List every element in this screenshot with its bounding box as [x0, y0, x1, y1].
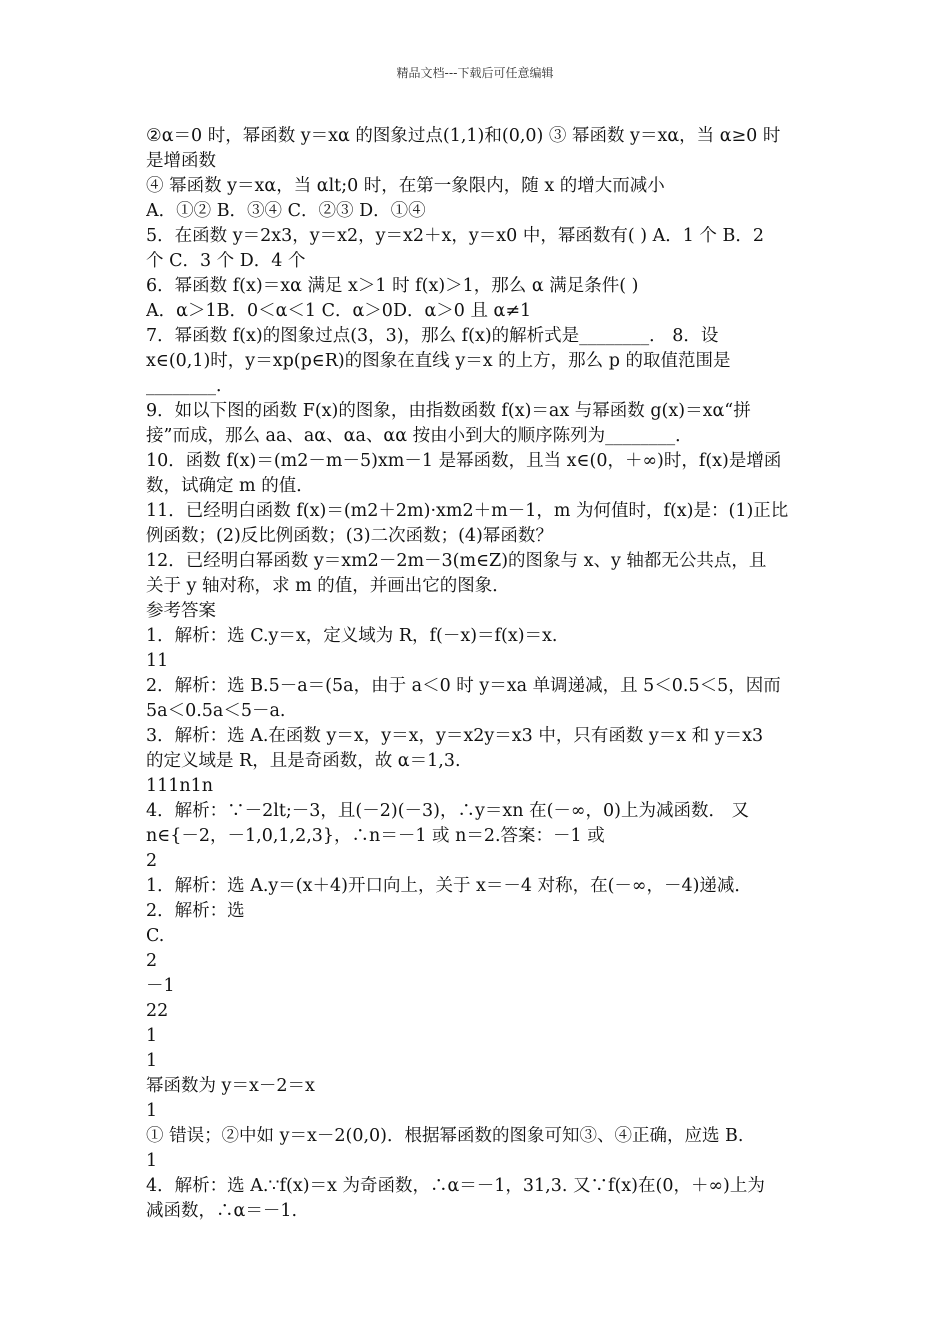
text-line: 111n1n [146, 776, 214, 796]
text-line: 1 [146, 1051, 158, 1071]
text-line: 22 [146, 1001, 169, 1021]
text-line: 关于 y 轴对称，求 m 的值，并画出它的图象． [146, 576, 510, 596]
text-line: 3．解析：选 A.在函数 y＝x，y＝x，y＝x2y＝x3 中，只有函数 y＝x 和 y＝x3 [146, 726, 764, 746]
text-line: 6．幂函数 f(x)＝xα 满足 x＞1 时 f(x)＞1，那么 α 满足条件( ) [146, 276, 639, 296]
text-line: －1 [146, 976, 175, 996]
text-line: 2 [146, 951, 158, 971]
text-line: 的定义域是 R，且是奇函数，故 α＝1,3. [146, 751, 461, 771]
text-line: 9．如以下图的函数 F(x)的图象，由指数函数 f(x)＝ax 与幂函数 g(x)＝xα“拼 [146, 401, 751, 421]
text-line: 10．函数 f(x)＝(m2－m－5)xm－1 是幂函数，且当 x∈(0，＋∞)时，f(x)是增函 [146, 451, 782, 471]
text-line: 1 [146, 1026, 158, 1046]
text-line: 1．解析：选 A.y＝(x＋4)开口向上，关于 x＝－4 对称，在(－∞，－4)递减． [146, 876, 752, 896]
text-line: 1 [146, 1151, 158, 1171]
text-line: 2．解析：选 B.5－a＝(5a，由于 a＜0 时 y＝xa 单调递减，且 5＜0.5＜5，因而 [146, 676, 781, 696]
text-line: 4．解析：选 A.∵f(x)＝x 为奇函数，∴α＝－1，31,3. 又∵f(x)在(0，＋∞)上为 [146, 1176, 765, 1196]
text-line: ②α＝0 时，幂函数 y＝xα 的图象过点(1,1)和(0,0) ③ 幂函数 y＝xα，当 α≥0 时 [146, 126, 781, 146]
text-line: 5．在函数 y＝2x3，y＝x2，y＝x2＋x，y＝x0 中，幂函数有( ) A．1 个 B．2 [146, 226, 764, 246]
text-line: 是增函数 [146, 151, 216, 171]
text-line: ① 错误；②中如 y＝x－2(0,0)．根据幂函数的图象可知③、④正确，应选 B. [146, 1126, 744, 1146]
text-line: n∈{－2，－1,0,1,2,3}，∴n＝－1 或 n＝2.答案：－1 或 [146, 826, 605, 846]
text-line: 5a＜0.5a＜5－a. [146, 701, 286, 721]
text-line: A．①② B．③④ C．②③ D．①④ [146, 201, 426, 221]
text-line: 个 C．3 个 D．4 个 [146, 251, 306, 271]
text-line: 7．幂函数 f(x)的图象过点(3，3)，那么 f(x)的解析式是________． 8．设 [146, 326, 719, 346]
text-line: A．α＞1B．0＜α＜1 C．α＞0D．α＞0 且 α≠1 [146, 301, 532, 321]
text-line: 1 [146, 1101, 158, 1121]
text-line: ④ 幂函数 y＝xα，当 αlt;0 时，在第一象限内，随 x 的增大而减小 [146, 176, 665, 196]
text-line: 数，试确定 m 的值． [146, 476, 314, 496]
text-line: 例函数；(2)反比例函数；(3)二次函数；(4)幂函数？ [146, 526, 553, 546]
text-line: C. [146, 926, 165, 946]
text-line: x∈(0,1)时，y＝xp(p∈R)的图象在直线 y＝x 的上方，那么 p 的取值范围是 [146, 351, 731, 371]
text-line: 接”而成，那么 aa、aα、αa、αα 按由小到大的顺序陈列为________． [146, 426, 693, 446]
text-line: ________． [146, 376, 234, 396]
text-line: 11 [146, 651, 169, 671]
text-line: 12．已经明白幂函数 y＝xm2－2m－3(m∈Z)的图象与 x、y 轴都无公共点，且 [146, 551, 767, 571]
text-line: 11．已经明白函数 f(x)＝(m2＋2m)·xm2＋m－1，m 为何值时，f(x)是：(1)正比 [146, 501, 789, 521]
text-line: 4．解析：∵－2lt;－3，且(－2)(－3)，∴y＝xn 在(－∞，0)上为减函数． 又 [146, 801, 750, 821]
page-header: 精品文档---下载后可任意编辑 [396, 66, 554, 80]
section-heading: 参考答案 [146, 601, 216, 621]
text-line: 1．解析：选 C.y＝x，定义域为 R，f(－x)＝f(x)＝x. [146, 626, 558, 646]
document-body [146, 124, 806, 1224]
text-line: 2 [146, 851, 158, 871]
text-line: 幂函数为 y＝x－2＝x [146, 1076, 315, 1096]
text-line: 2．解析：选 [146, 901, 245, 921]
text-line: 减函数，∴α＝－1. [146, 1201, 298, 1221]
